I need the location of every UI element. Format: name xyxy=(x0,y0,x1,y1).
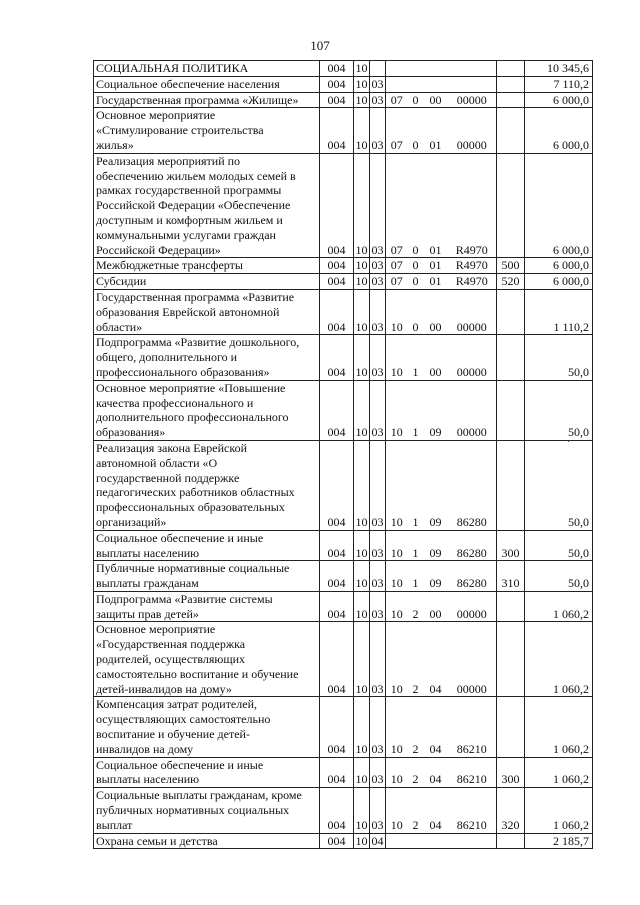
program-code: 10 xyxy=(386,335,408,380)
event-code xyxy=(424,61,448,77)
table-row xyxy=(94,289,593,334)
expense-type-code xyxy=(497,61,525,77)
event-code: 04 xyxy=(424,757,448,788)
program-code: 10 xyxy=(386,697,408,757)
expense-type-code: 310 xyxy=(497,561,525,592)
row-name: Социальное обеспечение и иные выплаты населению xyxy=(94,530,320,561)
event-code: 09 xyxy=(424,561,448,592)
program-code: 10 xyxy=(386,757,408,788)
program-code: 10 xyxy=(386,622,408,697)
amount: 1 060,2 xyxy=(525,757,593,788)
amount: 50,0 xyxy=(525,440,593,530)
ministry-code: 004 xyxy=(320,289,354,334)
section-code: 10 xyxy=(354,622,370,697)
table-row xyxy=(94,788,593,833)
row-name: Основное мероприятие «Повышение качества профессионального и дополнительного профессионального образования» xyxy=(94,380,320,440)
ministry-code: 004 xyxy=(320,561,354,592)
expense-type-code xyxy=(497,92,525,108)
page-number: 107 xyxy=(310,38,330,53)
row-name: Подпрограмма «Развитие дошкольного, общего, дополнительного и профессионального образования» xyxy=(94,335,320,380)
expense-type-code xyxy=(497,380,525,440)
row-name: СОЦИАЛЬНАЯ ПОЛИТИКА xyxy=(94,61,320,77)
table-row xyxy=(94,335,593,380)
direction-code: 86210 xyxy=(448,757,497,788)
event-code xyxy=(424,76,448,92)
direction-code: 00000 xyxy=(448,380,497,440)
subsection-code: 03 xyxy=(371,274,384,289)
table-row xyxy=(94,153,593,258)
section-code: 10 xyxy=(354,561,370,592)
section-code: 10 xyxy=(355,258,368,273)
subprogram-code xyxy=(408,833,424,849)
subprogram-code: 2 xyxy=(408,788,424,833)
amount: 6 000,0 xyxy=(525,274,593,290)
row-name: Реализация закона Еврейской автономной области «О государственной поддержке педагогических работников областных профессиональных образовательных организаций» xyxy=(94,440,320,530)
ministry-code: 004 xyxy=(320,622,354,697)
row-name: Межбюджетные трансферты xyxy=(94,258,320,274)
section-code: 10 xyxy=(354,757,370,788)
subsection-code: 03 xyxy=(370,108,386,153)
expense-type-code xyxy=(497,76,525,92)
event-code: 01 xyxy=(424,108,448,153)
section-code: 10 xyxy=(354,440,370,530)
expense-type-code: 300 xyxy=(497,757,525,788)
subprogram-code: 1 xyxy=(408,380,424,440)
table-row xyxy=(94,591,593,622)
direction-code: 86280 xyxy=(448,440,497,530)
subprogram-code: 1 xyxy=(408,530,424,561)
amount: 10 345,6 xyxy=(525,61,593,77)
amount: 1 060,2 xyxy=(525,697,593,757)
amount: 6 000,0 xyxy=(525,153,593,258)
program-code: 10 xyxy=(386,788,408,833)
event-code: 01 xyxy=(424,258,448,274)
ministry-code: 004 xyxy=(320,258,354,274)
section-code: 10 xyxy=(355,833,368,848)
amount: 6 000,0 xyxy=(525,258,593,274)
direction-code: 00000 xyxy=(448,108,497,153)
ministry-code: 004 xyxy=(320,335,354,380)
amount: 50,0 xyxy=(525,530,593,561)
direction-code: 86280 xyxy=(448,561,497,592)
subsection-code: 03 xyxy=(370,622,386,697)
budget-table xyxy=(93,60,593,849)
subsection-code: 03 xyxy=(370,440,386,530)
program-code: 10 xyxy=(386,289,408,334)
ministry-code: 004 xyxy=(320,380,354,440)
row-name: Публичные нормативные социальные выплаты гражданам xyxy=(94,561,320,592)
expense-type-code xyxy=(497,289,525,334)
row-name: Основное мероприятие «Государственная поддержка родителей, осуществляющих самостоятельно воспитание и обучение детей-инвалидов на дому» xyxy=(94,622,320,697)
amount: 1 110,2 xyxy=(525,289,593,334)
expense-type-code: 320 xyxy=(497,788,525,833)
table-row xyxy=(94,258,593,274)
table-row xyxy=(94,757,593,788)
table-row xyxy=(94,108,593,153)
direction-code: 86280 xyxy=(448,530,497,561)
section-code: 10 xyxy=(354,530,370,561)
expense-type-code xyxy=(497,591,525,622)
table-row xyxy=(94,561,593,592)
subprogram-code: 0 xyxy=(408,258,424,274)
section-code: 10 xyxy=(355,61,368,75)
ministry-code: 004 xyxy=(320,108,354,153)
section-code: 10 xyxy=(354,697,370,757)
subsection-code: 03 xyxy=(370,289,386,334)
program-code: 07 xyxy=(386,258,408,274)
ministry-code: 004 xyxy=(320,61,354,77)
event-code: 09 xyxy=(424,380,448,440)
amount: 7 110,2 xyxy=(525,76,593,92)
ministry-code: 004 xyxy=(320,788,354,833)
ministry-code: 004 xyxy=(320,153,354,258)
event-code: 09 xyxy=(424,530,448,561)
row-name: Субсидии xyxy=(94,274,320,290)
program-code: 07 xyxy=(386,274,408,290)
expense-type-code xyxy=(497,108,525,153)
table-row xyxy=(94,440,593,530)
subprogram-code: 0 xyxy=(408,274,424,290)
row-name: Охрана семьи и детства xyxy=(94,833,320,849)
ministry-code: 004 xyxy=(320,530,354,561)
direction-code: 86210 xyxy=(448,788,497,833)
row-name: Социальное обеспечение населения xyxy=(94,76,320,92)
ministry-code: 004 xyxy=(320,757,354,788)
amount: 1 060,2 xyxy=(525,622,593,697)
subsection-code: 04 xyxy=(371,833,384,848)
row-name: Подпрограмма «Развитие системы защиты прав детей» xyxy=(94,591,320,622)
amount: 1 060,2 xyxy=(525,591,593,622)
subsection-code: 03 xyxy=(370,697,386,757)
section-code: 10 xyxy=(355,76,368,91)
section-code: 10 xyxy=(354,289,370,334)
subprogram-code: 1 xyxy=(408,561,424,592)
subprogram-code: 0 xyxy=(408,108,424,153)
program-code xyxy=(386,61,408,77)
section-code: 10 xyxy=(354,108,370,153)
subprogram-code: 2 xyxy=(408,591,424,622)
subprogram-code: 1 xyxy=(408,440,424,530)
subsection-code: 03 xyxy=(371,258,384,273)
amount: 50,0 xyxy=(525,561,593,592)
table-row xyxy=(94,622,593,697)
subsection-code: 03 xyxy=(370,153,386,258)
subsection-code: 03 xyxy=(371,92,384,107)
direction-code xyxy=(448,61,497,77)
event-code: 04 xyxy=(424,788,448,833)
section-code: 10 xyxy=(355,274,368,289)
table-row xyxy=(94,530,593,561)
event-code: 04 xyxy=(424,697,448,757)
ministry-code: 004 xyxy=(320,440,354,530)
subprogram-code: 1 xyxy=(408,335,424,380)
direction-code: 00000 xyxy=(448,622,497,697)
subsection-code: 03 xyxy=(370,335,386,380)
event-code xyxy=(424,833,448,849)
row-name: Государственная программа «Развитие образования Еврейской автономной области» xyxy=(94,289,320,334)
subsection-code: 03 xyxy=(370,530,386,561)
event-code: 01 xyxy=(424,153,448,258)
event-code: 00 xyxy=(424,92,448,108)
ministry-code: 004 xyxy=(320,92,354,108)
program-code xyxy=(386,833,408,849)
ministry-code: 004 xyxy=(320,274,354,290)
expense-type-code: 520 xyxy=(497,274,525,290)
program-code: 07 xyxy=(386,108,408,153)
row-name: Социальные выплаты гражданам, кроме публичных нормативных социальных выплат xyxy=(94,788,320,833)
event-code: 00 xyxy=(424,289,448,334)
direction-code: 00000 xyxy=(448,92,497,108)
table-row xyxy=(94,76,593,92)
event-code: 01 xyxy=(424,274,448,290)
row-name: Реализация мероприятий по обеспечению жильем молодых семей в рамках государственной программы Российской Федерации «Обеспечение доступным и комфортным жильем и коммунальными услугами граждан Российской Федерации» xyxy=(94,153,320,258)
program-code: 07 xyxy=(386,92,408,108)
subprogram-code: 0 xyxy=(408,289,424,334)
subprogram-code: 2 xyxy=(408,622,424,697)
expense-type-code xyxy=(497,440,525,530)
amount: 6 000,0 xyxy=(525,92,593,108)
section-code: 10 xyxy=(354,591,370,622)
amount: 50,0 xyxy=(525,335,593,380)
section-code: 10 xyxy=(354,788,370,833)
program-code: 10 xyxy=(386,591,408,622)
program-code xyxy=(386,76,408,92)
subprogram-code: 0 xyxy=(408,153,424,258)
table-row xyxy=(94,61,593,77)
direction-code xyxy=(448,76,497,92)
ministry-code: 004 xyxy=(320,591,354,622)
direction-code xyxy=(448,833,497,849)
ministry-code: 004 xyxy=(320,697,354,757)
event-code: 09 xyxy=(424,440,448,530)
direction-code: 00000 xyxy=(448,335,497,380)
subprogram-code: 2 xyxy=(408,697,424,757)
amount: 50,0 xyxy=(525,380,593,440)
table-row xyxy=(94,833,593,849)
amount: 2 185,7 xyxy=(525,833,593,849)
expense-type-code xyxy=(497,697,525,757)
scan-speck: · xyxy=(567,437,571,448)
section-code: 10 xyxy=(354,153,370,258)
section-code: 10 xyxy=(355,92,368,107)
subsection-code: 03 xyxy=(370,380,386,440)
expense-type-code: 300 xyxy=(497,530,525,561)
subprogram-code xyxy=(408,76,424,92)
section-code: 10 xyxy=(354,335,370,380)
table-row xyxy=(94,274,593,290)
subprogram-code: 2 xyxy=(408,757,424,788)
table-row xyxy=(94,380,593,440)
amount: 6 000,0 xyxy=(525,108,593,153)
direction-code: R4970 xyxy=(448,274,497,290)
program-code: 07 xyxy=(386,153,408,258)
direction-code: R4970 xyxy=(448,153,497,258)
program-code: 10 xyxy=(386,530,408,561)
expense-type-code xyxy=(497,153,525,258)
row-name: Государственная программа «Жилище» xyxy=(94,92,320,108)
ministry-code: 004 xyxy=(320,76,354,92)
expense-type-code xyxy=(497,833,525,849)
table-row xyxy=(94,92,593,108)
subsection-code: 03 xyxy=(371,76,384,91)
subprogram-code: 0 xyxy=(408,92,424,108)
subsection-code: 03 xyxy=(370,561,386,592)
expense-type-code xyxy=(497,335,525,380)
expense-type-code: 500 xyxy=(497,258,525,274)
direction-code: 00000 xyxy=(448,289,497,334)
row-name: Компенсация затрат родителей, осуществляющих самостоятельно воспитание и обучение детей- инвалидов на дому xyxy=(94,697,320,757)
program-code: 10 xyxy=(386,561,408,592)
ministry-code: 004 xyxy=(320,833,354,849)
event-code: 00 xyxy=(424,591,448,622)
row-name: Основное мероприятие «Стимулирование строительства жилья» xyxy=(94,108,320,153)
subsection-code: 03 xyxy=(370,788,386,833)
direction-code: 00000 xyxy=(448,591,497,622)
program-code: 10 xyxy=(386,440,408,530)
table-row xyxy=(94,697,593,757)
event-code: 00 xyxy=(424,335,448,380)
budget-table-body xyxy=(94,61,593,849)
subsection-code: 03 xyxy=(370,591,386,622)
direction-code: 86210 xyxy=(448,697,497,757)
amount: 1 060,2 xyxy=(525,788,593,833)
expense-type-code xyxy=(497,622,525,697)
direction-code: R4970 xyxy=(448,258,497,274)
row-name: Социальное обеспечение и иные выплаты населению xyxy=(94,757,320,788)
program-code: 10 xyxy=(386,380,408,440)
event-code: 04 xyxy=(424,622,448,697)
subsection-code xyxy=(370,61,386,77)
section-code: 10 xyxy=(354,380,370,440)
subprogram-code xyxy=(408,61,424,77)
subsection-code: 03 xyxy=(370,757,386,788)
